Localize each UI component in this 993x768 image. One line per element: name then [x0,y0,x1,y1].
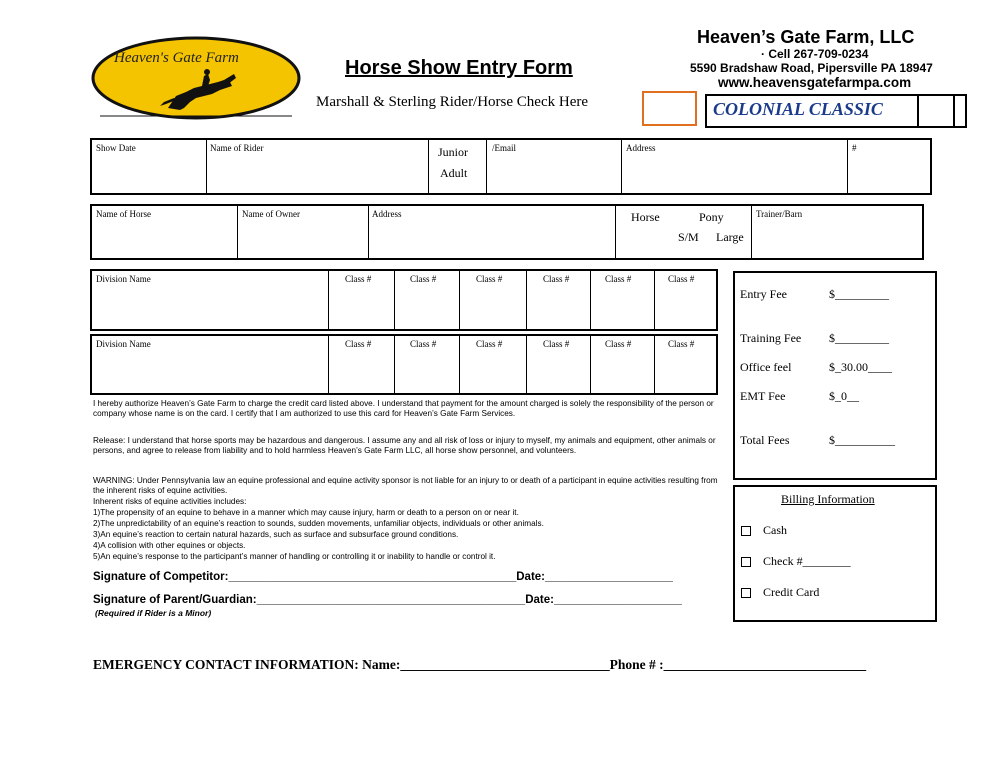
emt-fee-label: EMT Fee [740,389,786,403]
authorization-text: I hereby authorize Heaven’s Gate Farm to charge the credit card listed above. I understand that payment for the amount charged is solely the responsibility of the person or company whose name is on the card. I certify that I am authorized to use this card for Heaven’s Gate Farm Services. [93,399,714,419]
owner-address-label: Address [372,209,402,219]
division-row-2 [90,334,718,395]
email-label: /Email [492,143,516,153]
class-label: Class # [605,339,632,349]
training-fee-label: Training Fee [740,331,802,345]
rider-name-label: Name of Rider [210,143,264,153]
credit-checkbox[interactable] [741,588,751,598]
check-label: Check #________ [763,554,851,568]
total-fees-value[interactable]: $__________ [829,433,895,447]
class-label: Class # [410,274,437,284]
owner-name-label: Name of Owner [242,209,300,219]
risk-item-3: 3)An equine’s reaction to certain natural hazards, such as surface and subsurface ground conditions. [93,530,459,539]
credit-label: Credit Card [763,585,820,599]
minor-note: (Required if Rider is a Minor) [95,608,212,618]
rider-info-row [90,138,932,195]
office-fee-label: Office feel [740,360,792,374]
credit-option[interactable] [741,585,819,600]
trainer-label: Trainer/Barn [756,209,803,219]
office-fee-value[interactable]: $_30.00____ [829,360,892,374]
insurance-check-label: Marshall & Sterling Rider/Horse Check Here [316,94,589,110]
risk-item-2: 2)The unpredictability of an equine’s reaction to sounds, sudden movements, unfamiliar objects, individuals or other animals. [93,519,544,528]
check-checkbox[interactable] [741,557,751,567]
emergency-contact-line[interactable]: EMERGENCY CONTACT INFORMATION: Name:_______________________________Phone # :______________________________ [93,657,867,672]
company-name: Heaven’s Gate Farm, LLC [697,27,915,47]
class-label: Class # [476,274,503,284]
risk-item-1: 1)The propensity of an equine to behave in a manner which may cause injury, harm or death to a person on or near it. [93,508,519,517]
warning-text: WARNING: Under Pennsylvania law an equine professional and equine activity sponsor is not liable for an injury to or death of a participant in equine activities resulting from the inherent risks of equine activities. [93,476,718,496]
parent-signature-line[interactable]: Signature of Parent/Guardian:__________________________________________Date:____________________ [93,594,682,606]
cash-label: Cash [763,523,787,537]
division-name-label: Division Name [96,339,151,349]
show-name-box [705,94,967,128]
division-row-1 [90,269,718,331]
show-date-label: Show Date [96,143,136,153]
class-label: Class # [345,339,372,349]
form-title: Horse Show Entry Form [345,57,573,79]
emt-fee-value[interactable]: $_0__ [829,389,859,403]
risk-item-5: 5)An equine’s response to the participant’s manner of handling or controlling it or inability to handle or control it. [93,552,496,561]
release-text: Release: I understand that horse sports may be hazardous and dangerous. I assume any and all risk of loss or injury to myself, my animals and equipment, other animals or persons, and agree to release from liability and to hold harmless Heaven’s Gate Farm LLC, all horse show personnel, and volunteers. [93,436,716,456]
billing-title: Billing Information [781,492,875,506]
competitor-signature-line[interactable]: Signature of Competitor:_____________________________________________Date:____________________ [93,571,673,583]
risk-item-4: 4)A collision with other equines or objects. [93,541,246,550]
adult-label[interactable]: Adult [440,166,468,180]
entry-fee-label: Entry Fee [740,287,787,301]
total-fees-label: Total Fees [740,433,790,447]
number-label: # [852,143,857,153]
class-label: Class # [476,339,503,349]
horse-name-label: Name of Horse [96,209,151,219]
company-cell: · Cell 267-709-0234 [761,47,869,61]
pony-type-label[interactable]: Pony [699,210,724,224]
inherent-risks-heading: Inherent risks of equine activities includes: [93,497,247,506]
class-label: Class # [668,339,695,349]
fees-box [733,271,937,480]
pony-large-label[interactable]: Large [716,230,744,244]
rider-address-label: Address [626,143,656,153]
class-label: Class # [668,274,695,284]
logo-text: Heaven's Gate Farm [114,50,239,66]
check-option[interactable] [741,554,851,569]
junior-label[interactable]: Junior [438,145,468,159]
show-name: COLONIAL CLASSIC [713,99,883,119]
class-label: Class # [543,274,570,284]
farm-logo [90,36,302,120]
company-address: 5590 Bradshaw Road, Pipersville PA 18947 [690,61,933,75]
class-label: Class # [345,274,372,284]
cash-option[interactable] [741,523,787,538]
company-website: www.heavensgatefarmpa.com [718,75,912,90]
farm-logo-graphic [90,36,302,120]
horse-type-label[interactable]: Horse [631,210,660,224]
pony-sm-label[interactable]: S/M [678,230,699,244]
insurance-checkbox[interactable] [642,91,697,126]
horse-info-row [90,204,924,260]
billing-box [733,485,937,622]
class-label: Class # [543,339,570,349]
division-name-label: Division Name [96,274,151,284]
training-fee-value[interactable]: $_________ [829,331,889,345]
class-label: Class # [605,274,632,284]
cash-checkbox[interactable] [741,526,751,536]
class-label: Class # [410,339,437,349]
entry-fee-value[interactable]: $_________ [829,287,889,301]
